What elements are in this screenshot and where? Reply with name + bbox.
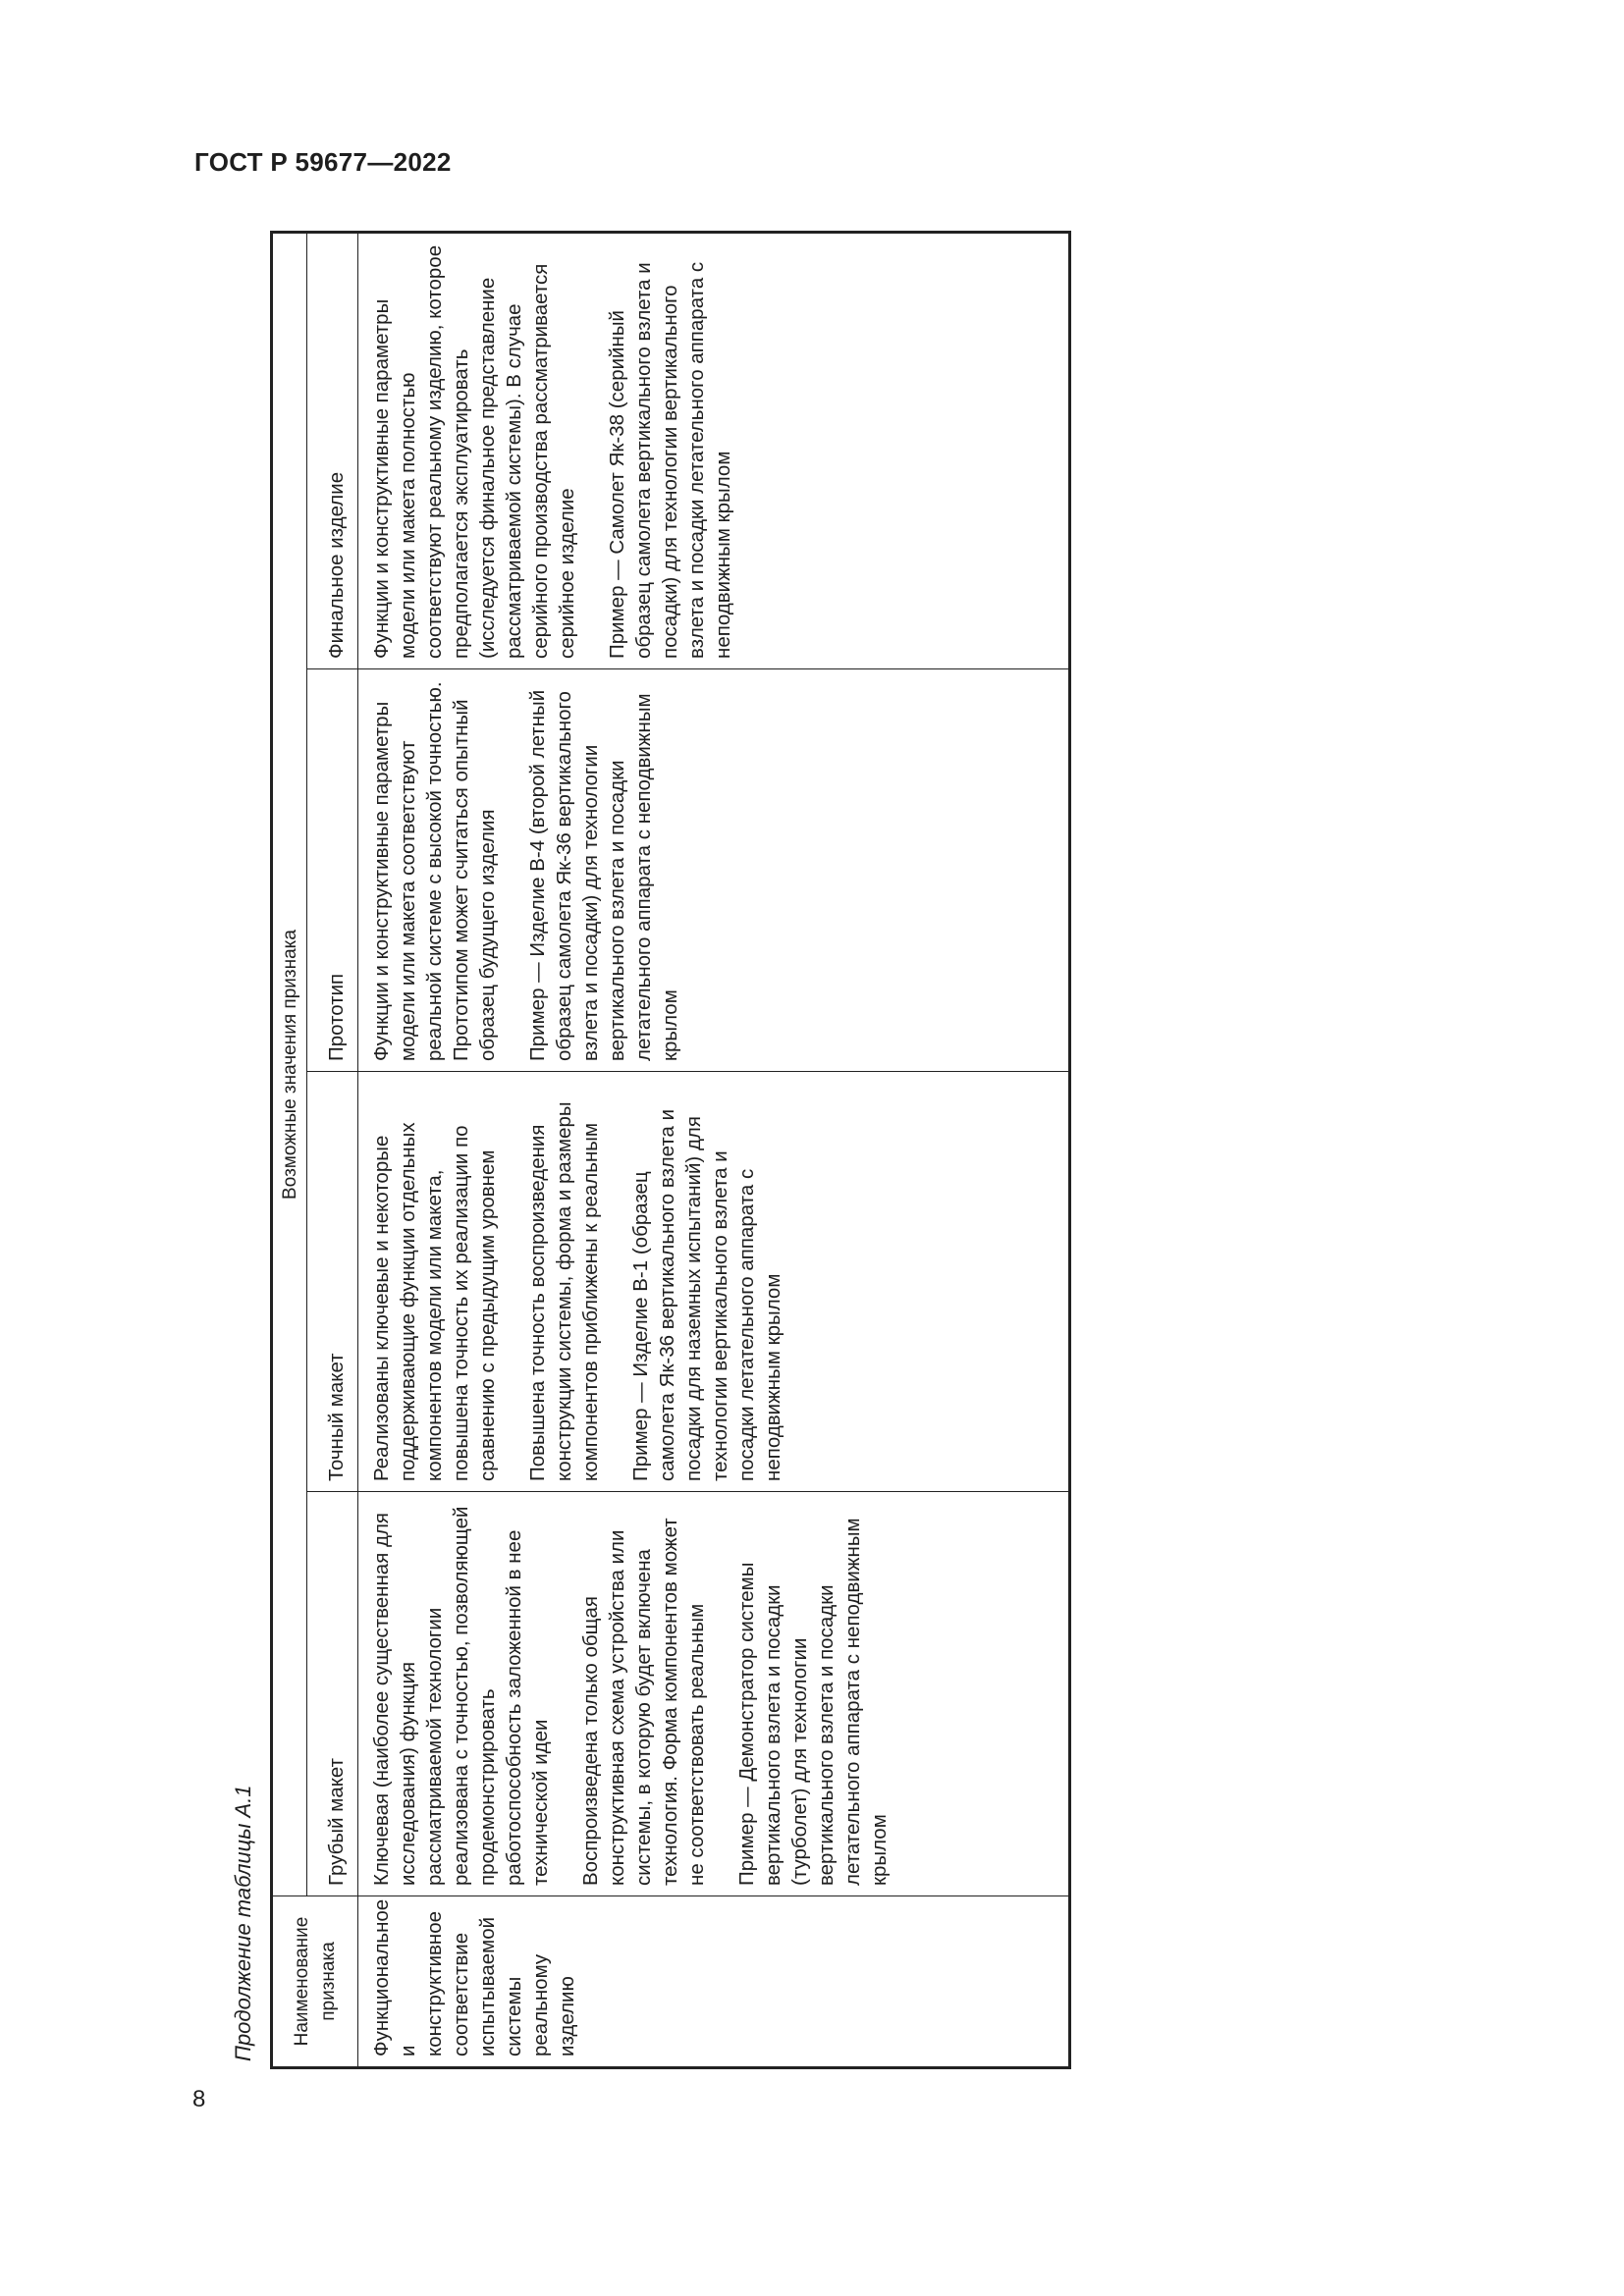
- level-rough-mockup: Грубый макет: [307, 1492, 358, 1896]
- table-row: [358, 232, 1070, 2067]
- cell-example: Пример — Изделие В-4 (второй летный образец самолета Як-36 вертикального взлета и посадки) для технологии вертикального взлета и посадки летательного аппарата с неподвижным крылом: [526, 689, 681, 1061]
- cell-paragraph: Реализованы ключевые и некоторые поддерживающие функции отдельных компонентов модели или макета, повышена точность их реализации по сравнению с предыдущим уровнем: [370, 1122, 499, 1481]
- header-feature-name: Наименование признака: [272, 1896, 358, 2068]
- table-header-row: [272, 232, 307, 2067]
- header-possible-values: Возможные значения признака: [272, 232, 307, 1896]
- document-standard-header: ГОСТ Р 59677—2022: [194, 147, 452, 177]
- table-caption: Продолжение таблицы А.1: [231, 1785, 255, 2061]
- cell-paragraph: Воспроизведена только общая конструктивная схема устройства или системы, в которую будет включена технология. Форма компонентов может не соответствовать реальным: [579, 1518, 708, 1886]
- page-number: 8: [192, 2086, 206, 2112]
- final-product-cell: [358, 232, 1070, 668]
- cell-paragraph: Повышена точность воспроизведения конструкции системы, форма и размеры компонентов приближены к реальным: [526, 1101, 602, 1481]
- accurate-mockup-cell: [358, 1072, 1070, 1492]
- prototype-cell: [358, 669, 1070, 1072]
- rough-mockup-cell: [358, 1492, 1070, 1896]
- cell-paragraph: Функции и конструктивные параметры модели или макета полностью соответствуют реальному изделию, которое предполагается эксплуатировать (исследуется финальное представление рассматриваемой системы). В случае серийного производства рассматривается серийное изделие: [370, 244, 578, 659]
- level-prototype: Прототип: [307, 669, 358, 1072]
- level-final-product: Финальное изделие: [307, 232, 358, 668]
- features-table: [270, 231, 1071, 2069]
- cell-example: Пример — Изделие В-1 (образец самолета Як-36 вертикального взлета и посадки для наземных испытаний) для технологии вертикального взлета и посадки летательного аппарата с неподвижным крылом: [629, 1108, 785, 1481]
- cell-paragraph: Ключевая (наиболее существенная для исследования) функция рассматриваемой технологии реализована с точностью, позволяющей продемонстрировать работоспособность заложенной в нее технической идеи: [370, 1506, 552, 1886]
- rotated-table-block: [231, 234, 1071, 2069]
- cell-example: Пример — Демонстратор системы вертикального взлета и посадки (турболет) для технологии вертикального взлета и посадки летательного аппарата с неподвижным крылом: [735, 1518, 891, 1886]
- cell-paragraph: Функции и конструктивные параметры модели или макета соответствуют реальной системе с высокой точностью. Прототипом может считаться опытный образец будущего изделия: [370, 681, 499, 1061]
- cell-example: Пример — Самолет Як-38 (серийный образец самолета вертикального взлета и посадки) для технологии вертикального взлета и посадки летательного аппарата с неподвижным крылом: [606, 261, 734, 659]
- table-levels-row: [307, 232, 358, 2067]
- level-accurate-mockup: Точный макет: [307, 1072, 358, 1492]
- feature-name-cell: Функциональное и конструктивное соответствие испытываемой системы реальному изделию: [358, 1896, 1070, 2068]
